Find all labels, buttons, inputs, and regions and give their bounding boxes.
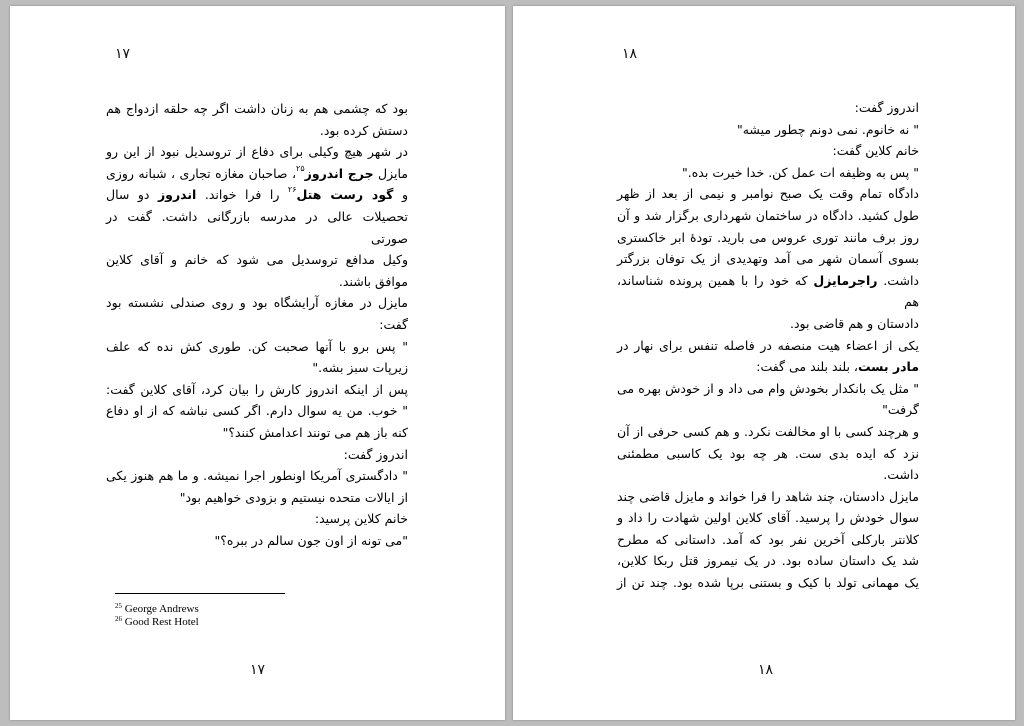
text-span: را فرا خواند.: [196, 187, 288, 203]
text-span: کلانتر بارکلی آخرین نفر بود که آمد. داستانی که مطرح: [617, 531, 919, 547]
text-span: ، صاحبان مغازه تجاری ، شبانه روزی: [106, 165, 297, 181]
text-span: و هرچند کسی با او مخالفت نکرد. و هم کسی حرفی از آن: [617, 423, 919, 439]
text-line: [617, 140, 919, 162]
text-line: [106, 141, 408, 163]
text-span: " مثل یک بانکدار بخودش وام می داد و از خودش بهره می: [617, 380, 919, 396]
bold-name: مادر بست: [857, 359, 919, 375]
text-span: بود که چشمی هم به زنان داشت اگر چه حلقه ازدواج هم: [106, 101, 408, 116]
text-line: [106, 292, 408, 314]
footnote-number: 25: [115, 602, 122, 610]
footnote-ref: ۲۵: [296, 163, 305, 173]
text-span: خانم کلاین پرسید:: [314, 511, 408, 527]
text-span: زیرپات سبز بشه.": [312, 360, 408, 376]
text-line: [106, 530, 408, 552]
bold-name: راجرمایزل: [813, 272, 878, 288]
text-span: " خوب. من یه سوال دارم. اگر کسی نباشه که از او دفاع: [106, 403, 408, 419]
text-line: [617, 248, 919, 270]
bold-name: گود رست هتل: [296, 187, 394, 203]
text-span: داشت.: [877, 272, 919, 288]
text-span: کنه باز هم می تونند اعدامش کنند؟": [222, 424, 408, 440]
text-line: [106, 465, 408, 487]
text-line: [106, 444, 408, 466]
left-page: [10, 6, 505, 720]
text-line: [106, 206, 408, 249]
text-line: [617, 97, 919, 119]
page-body-text: [617, 97, 919, 594]
text-line: [106, 120, 408, 142]
text-span: دادگاه تمام وقت یک صبح نوامبر و نیمی از بعد از ظهر: [617, 186, 919, 202]
text-line: [106, 163, 408, 185]
text-span: طول کشید. دادگاه در ساختمان شهرداری برگزار شد و آن: [617, 207, 919, 223]
text-span: تحصیلات عالی در مدرسه بازرگانی داشت. گفت در صورتی: [106, 208, 408, 246]
text-span: وکیل مدافع تروسدیل می شود که خانم و آقای کلاین: [106, 252, 408, 268]
text-span: که خود را با همین پرونده شناساند، هم: [617, 272, 919, 310]
text-span: داشت.: [883, 467, 919, 483]
text-line: [106, 184, 408, 206]
text-span: دو سال: [106, 187, 158, 203]
text-line: [106, 98, 408, 120]
bold-name: اندروز: [157, 187, 197, 203]
footnote-text: George Andrews: [124, 603, 199, 615]
text-line: [617, 443, 919, 465]
text-span: مایزل دادستان، چند شاهد را فرا خواند و مایزل قاضی چند: [617, 488, 919, 504]
text-span: خانم کلاین گفت:: [832, 143, 919, 159]
text-line: [617, 183, 919, 205]
text-span: "می تونه از اون جون سالم در ببره؟": [214, 532, 408, 548]
text-span: مایزل: [373, 165, 408, 181]
text-span: گفت:: [379, 316, 408, 332]
footnote-separator: [115, 593, 285, 594]
footnote-text: Good Rest Hotel: [124, 616, 199, 628]
text-span: شد یک داستان ساده بود. در یک نیمروز قتل ربکا کلاین،: [617, 553, 919, 569]
text-line: [617, 119, 919, 141]
text-span: " دادگستری آمریکا اونطور اجرا نمیشه. و ما هم هنوز یکی: [106, 468, 408, 484]
text-line: [106, 336, 408, 358]
text-line: [617, 486, 919, 508]
text-span: یک مهمانی تولد با کیک و بستنی برپا شده بود. چند تن از: [617, 575, 919, 591]
text-span: دادستان و هم قاضی بود.: [790, 315, 919, 331]
footnote-ref: ۲۶: [287, 185, 297, 195]
text-line: [617, 507, 919, 529]
footer-page-number: ۱۷: [250, 662, 266, 678]
footer-page-number: ۱۸: [758, 662, 774, 678]
text-span: بسوی آسمان شهر می آمد وتهدیدی از یک توفان بزرگتر: [617, 251, 919, 267]
text-span: ، بلند بلند می گفت:: [756, 359, 858, 375]
text-line: [617, 335, 919, 357]
text-span: سوال خودش را پرسید. آقای کلاین اولین شهادت را داد و: [617, 510, 919, 526]
header-page-number: ۱۸: [622, 46, 638, 62]
text-line: [106, 271, 408, 293]
text-line: [106, 487, 408, 509]
text-span: پس از اینکه اندروز کارش را بیان کرد، آقای کلاین گفت:: [106, 381, 408, 397]
right-page: [513, 6, 1015, 720]
footnote: [115, 616, 315, 629]
text-line: [617, 399, 919, 421]
text-line: [106, 249, 408, 271]
text-line: [106, 357, 408, 379]
text-line: [617, 270, 919, 313]
text-span: " پس به وظیفه ات عمل کن. خدا خیرت بده.": [682, 164, 919, 180]
text-line: [617, 464, 919, 486]
text-span: اندروز گفت:: [343, 446, 408, 462]
text-line: [617, 227, 919, 249]
text-line: [617, 572, 919, 594]
text-line: [106, 400, 408, 422]
text-line: [617, 356, 919, 378]
text-line: [617, 421, 919, 443]
text-span: مایزل در مغازه آرایشگاه بود و روی صندلی نشسته بود: [106, 295, 408, 311]
text-line: [106, 314, 408, 336]
page-body-text: [106, 98, 408, 551]
text-span: و: [393, 187, 409, 203]
text-line: [617, 162, 919, 184]
text-line: [617, 205, 919, 227]
header-page-number: ۱۷: [115, 46, 131, 62]
text-span: اندروز گفت:: [854, 100, 919, 115]
text-line: [106, 379, 408, 401]
footnote-number: 26: [115, 615, 122, 623]
text-line: [617, 529, 919, 551]
text-span: دستش کرده بود.: [319, 122, 408, 138]
footnote: [115, 603, 315, 616]
text-span: گرفت": [882, 402, 919, 418]
text-line: [106, 508, 408, 530]
text-span: یکی از اعضاء هیت منصفه در فاصله تنفس برای نهار در: [617, 337, 919, 353]
text-span: " نه خانوم. نمی دونم چطور میشه": [736, 121, 919, 137]
text-span: موافق باشند.: [338, 273, 408, 289]
text-line: [617, 313, 919, 335]
text-span: در شهر هیچ وکیلی برای دفاع از تروسدیل نبود از این رو: [106, 144, 408, 160]
footnotes: [115, 603, 315, 629]
text-span: نزد که ایده بدی ست. هر چه بود یک کاسبی مطمئنی: [617, 445, 919, 461]
text-line: [617, 378, 919, 400]
text-span: روز برف مانند توری عروس می بارید. تودهٔ ابر خاکستری: [617, 229, 919, 245]
bold-name: جرج اندروز: [304, 165, 374, 181]
text-span: " پس برو با آنها صحبت کن. طوری کش نده که علف: [106, 338, 408, 354]
text-line: [617, 550, 919, 572]
text-line: [106, 422, 408, 444]
text-span: از ایالات متحده نیستیم و بزودی خواهیم بود": [179, 489, 408, 505]
